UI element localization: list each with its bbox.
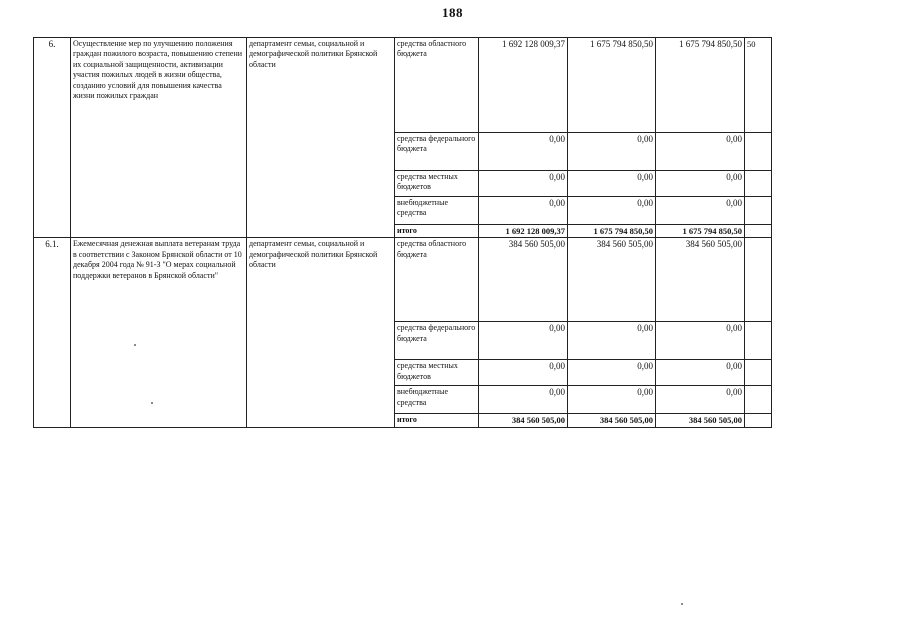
amount-2: 384 560 505,00 bbox=[568, 414, 656, 427]
amount-2: 0,00 bbox=[568, 386, 656, 414]
funding-source: средства федерального бюджета bbox=[395, 322, 479, 360]
amount-1: 0,00 bbox=[479, 322, 568, 360]
amount-2: 384 560 505,00 bbox=[568, 238, 656, 322]
amount-extra bbox=[745, 414, 772, 427]
amount-3: 0,00 bbox=[656, 322, 745, 360]
funding-source: средства областного бюджета bbox=[395, 38, 479, 133]
amount-2: 0,00 bbox=[568, 322, 656, 360]
funding-source: итого bbox=[395, 414, 479, 427]
scan-speck bbox=[151, 402, 153, 404]
item-name: Ежемесячная денежная выплата ветеранам труда в соответствии с Законом Брянской области от 10 декабря 2004 года № 91-З "О мерах социальной поддержки ветеранов в Брянской области" bbox=[71, 238, 247, 427]
funding-source: средства областного бюджета bbox=[395, 238, 479, 322]
item-name: Осуществление мер по улучшению положения граждан пожилого возраста, повышению степени их социальной защищенности, активизации участия пожилых людей в жизни общества, созданию условий для повышения качества жизни пожилых граждан bbox=[71, 38, 247, 238]
amount-extra bbox=[745, 133, 772, 171]
amount-1: 0,00 bbox=[479, 360, 568, 386]
funding-source: итого bbox=[395, 225, 479, 238]
amount-extra bbox=[745, 360, 772, 386]
amount-1: 0,00 bbox=[479, 171, 568, 197]
amount-3: 0,00 bbox=[656, 360, 745, 386]
amount-3: 384 560 505,00 bbox=[656, 414, 745, 427]
scan-speck bbox=[134, 344, 136, 346]
item-executor: департамент семьи, социальной и демографической политики Брянской области bbox=[247, 38, 395, 238]
funding-source: внебюджетные средства bbox=[395, 386, 479, 414]
amount-2: 0,00 bbox=[568, 171, 656, 197]
amount-1: 1 692 128 009,37 bbox=[479, 38, 568, 133]
amount-extra bbox=[745, 386, 772, 414]
table-row bbox=[34, 238, 772, 322]
funding-source: средства местных бюджетов bbox=[395, 171, 479, 197]
amount-extra bbox=[745, 171, 772, 197]
item-number: 6.1. bbox=[34, 238, 71, 427]
amount-extra bbox=[745, 322, 772, 360]
amount-3: 0,00 bbox=[656, 133, 745, 171]
amount-2: 1 675 794 850,50 bbox=[568, 225, 656, 238]
funding-source: средства федерального бюджета bbox=[395, 133, 479, 171]
amount-extra bbox=[745, 197, 772, 225]
amount-3: 1 675 794 850,50 bbox=[656, 38, 745, 133]
amount-extra bbox=[745, 238, 772, 322]
amount-1: 0,00 bbox=[479, 133, 568, 171]
budget-table bbox=[33, 37, 772, 428]
table-row bbox=[34, 38, 772, 133]
item-executor: департамент семьи, социальной и демографической политики Брянской области bbox=[247, 238, 395, 427]
amount-2: 1 675 794 850,50 bbox=[568, 38, 656, 133]
amount-2: 0,00 bbox=[568, 197, 656, 225]
funding-source: внебюджетные средства bbox=[395, 197, 479, 225]
amount-1: 0,00 bbox=[479, 197, 568, 225]
amount-2: 0,00 bbox=[568, 133, 656, 171]
amount-2: 0,00 bbox=[568, 360, 656, 386]
amount-3: 0,00 bbox=[656, 197, 745, 225]
amount-3: 1 675 794 850,50 bbox=[656, 225, 745, 238]
amount-1: 1 692 128 009,37 bbox=[479, 225, 568, 238]
amount-3: 384 560 505,00 bbox=[656, 238, 745, 322]
amount-1: 384 560 505,00 bbox=[479, 238, 568, 322]
scan-speck bbox=[681, 603, 683, 605]
amount-3: 0,00 bbox=[656, 171, 745, 197]
page-number: 188 bbox=[442, 5, 463, 20]
amount-extra bbox=[745, 225, 772, 238]
amount-extra: 50 bbox=[745, 38, 772, 133]
amount-1: 384 560 505,00 bbox=[479, 414, 568, 427]
item-number: 6. bbox=[34, 38, 71, 238]
funding-source: средства местных бюджетов bbox=[395, 360, 479, 386]
amount-1: 0,00 bbox=[479, 386, 568, 414]
amount-3: 0,00 bbox=[656, 386, 745, 414]
